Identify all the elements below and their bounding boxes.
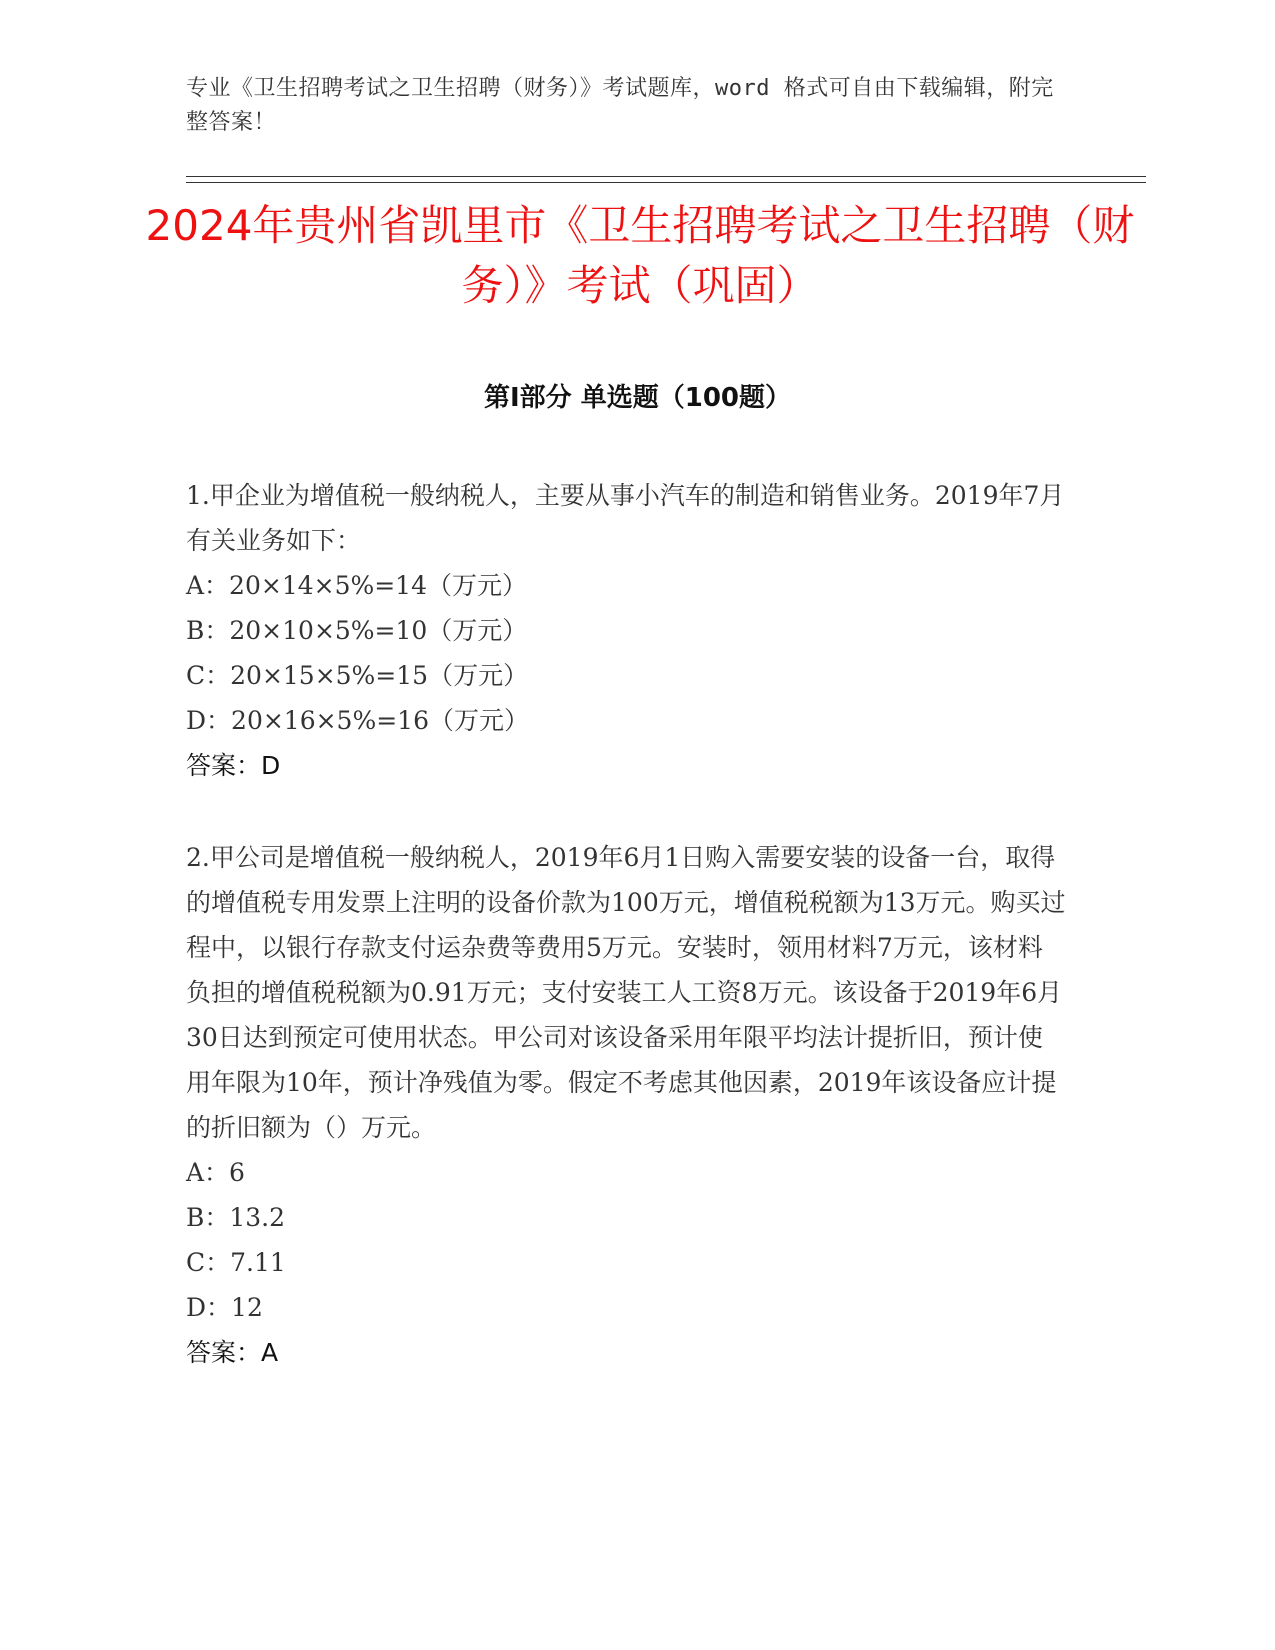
option-a: A：20×14×5%=14（万元） xyxy=(186,571,527,600)
header-note: 专业《卫生招聘考试之卫生招聘（财务）》考试题库，word 格式可自由下载编辑，附完整答案！ xyxy=(186,76,1054,135)
header-divider-bottom xyxy=(186,182,1146,183)
option-c: C：7.11 xyxy=(186,1248,286,1277)
document-title: 2024年贵州省凯里市《卫生招聘考试之卫生招聘（财务）》考试（巩固） xyxy=(145,201,1135,310)
option-c: C：20×15×5%=15（万元） xyxy=(186,661,529,690)
question-2 xyxy=(186,835,1066,1375)
question-stem: 1.甲企业为增值税一般纳税人，主要从事小汽车的制造和销售业务。2019年7月有关业务如下： xyxy=(186,481,1065,555)
question-1 xyxy=(186,473,1066,788)
section-title: 第Ⅰ部分 单选题（100题） xyxy=(484,383,791,413)
option-d: D：12 xyxy=(186,1293,263,1322)
option-b: B：13.2 xyxy=(186,1203,286,1232)
answer: 答案：A xyxy=(186,1338,279,1367)
question-stem: 2.甲公司是增值税一般纳税人，2019年6月1日购入需要安装的设备一台，取得的增值税专用发票上注明的设备价款为100万元，增值税税额为13万元。购买过程中，以银行存款支付运杂费等费用5万元。安装时，领用材料7万元，该材料负担的增值税税额为0.91万元；支付安装工人工资8万元。该设备于2019年6月30日达到预定可使用状态。甲公司对该设备采用年限平均法计提折旧，预计使用年限为10年，预计净残值为零。假定不考虑其他因素，2019年该设备应计提的折旧额为（）万元。 xyxy=(186,843,1066,1142)
option-a: A：6 xyxy=(186,1158,245,1187)
option-b: B：20×10×5%=10（万元） xyxy=(186,616,528,645)
answer: 答案：D xyxy=(186,751,281,780)
option-d: D：20×16×5%=16（万元） xyxy=(186,706,529,735)
header-divider-top xyxy=(186,176,1146,177)
